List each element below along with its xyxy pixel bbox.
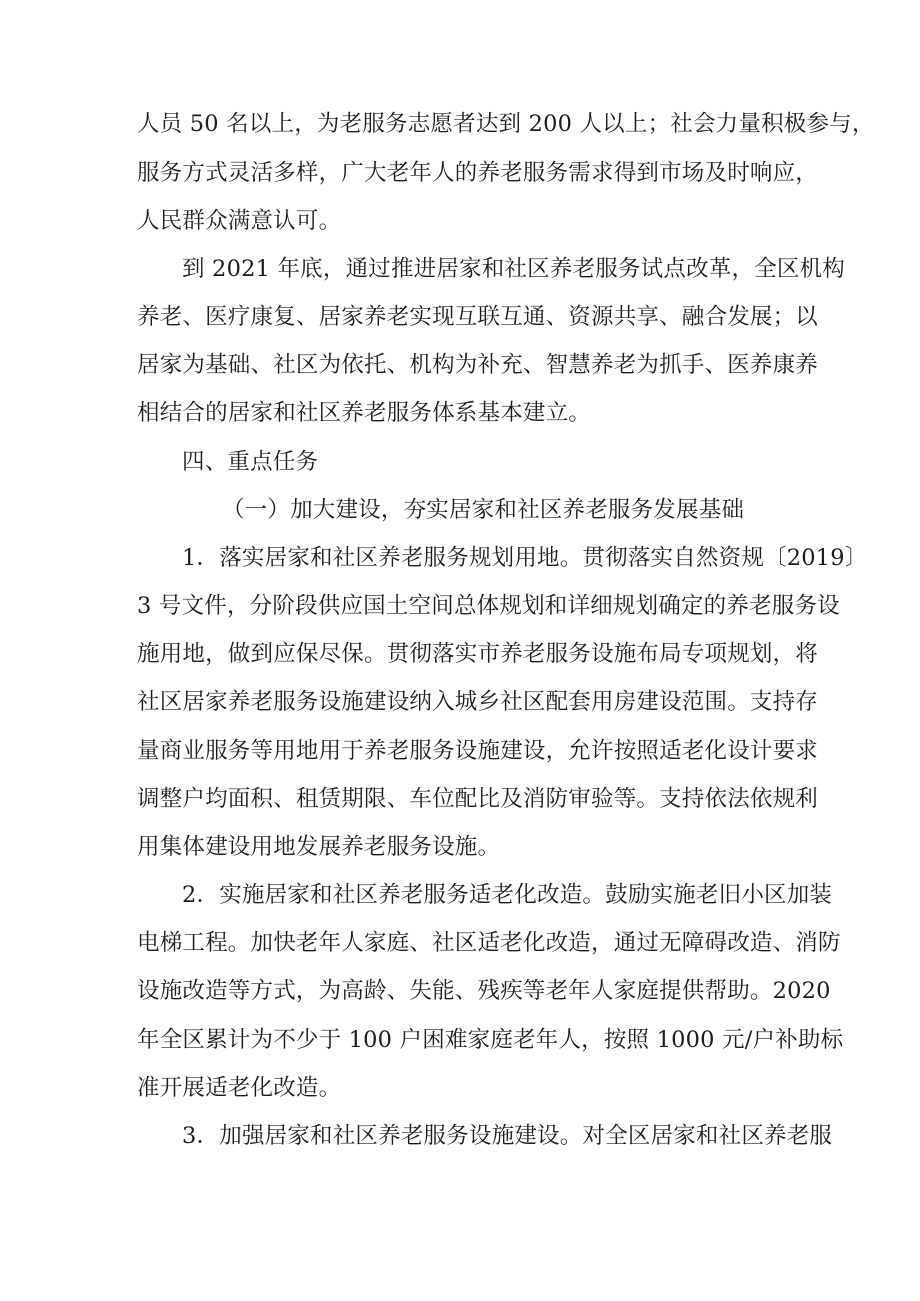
paragraph-line: 人员 50 名以上，为老服务志愿者达到 200 人以上；社会力量积极参与， <box>137 111 875 137</box>
paragraph-line: 准开展适老化改造。 <box>137 1075 342 1101</box>
paragraph-line: 量商业服务等用地用于养老服务设施建设，允许按照适老化设计要求 <box>137 738 819 764</box>
paragraph-line: 用集体建设用地发展养老服务设施。 <box>137 834 501 860</box>
paragraph-line: 服务方式灵活多样，广大老年人的养老服务需求得到市场及时响应， <box>137 160 819 186</box>
subsection-heading: （一）加大建设，夯实居家和社区养老服务发展基础 <box>222 497 745 523</box>
paragraph-line: 调整户均面积、租赁期限、车位配比及消防审验等。支持依法依规利 <box>137 786 819 812</box>
paragraph-line: 相结合的居家和社区养老服务体系基本建立。 <box>137 400 592 426</box>
paragraph-line: 电梯工程。加快老年人家庭、社区适老化改造，通过无障碍改造、消防 <box>137 930 841 956</box>
paragraph-line: 1．落实居家和社区养老服务规划用地。贯彻落实自然资规〔2019〕 <box>182 545 868 571</box>
paragraph-line: 3．加强居家和社区养老服务设施建设。对全区居家和社区养老服 <box>182 1123 833 1149</box>
paragraph-line: 社区居家养老服务设施建设纳入城乡社区配套用房建设范围。支持存 <box>137 689 819 715</box>
paragraph-line: 居家为基础、社区为依托、机构为补充、智慧养老为抓手、医养康养 <box>137 352 819 378</box>
paragraph-line: 年全区累计为不少于 100 户困难家庭老年人，按照 1000 元/户补助标 <box>137 1027 844 1053</box>
paragraph-line: 施用地，做到应保尽保。贯彻落实市养老服务设施布局专项规划，将 <box>137 641 819 667</box>
paragraph-line: 2．实施居家和社区养老服务适老化改造。鼓励实施老旧小区加装 <box>182 882 833 908</box>
paragraph-line: 3 号文件，分阶段供应国土空间总体规划和详细规划确定的养老服务设 <box>137 593 840 619</box>
section-heading: 四、重点任务 <box>182 449 319 475</box>
paragraph-line: 人民群众满意认可。 <box>137 208 342 234</box>
paragraph-line: 设施改造等方式，为高龄、失能、残疾等老年人家庭提供帮助。2020 <box>137 978 831 1004</box>
paragraph-line: 养老、医疗康复、居家养老实现互联互通、资源共享、融合发展；以 <box>137 304 819 330</box>
paragraph-line: 到 2021 年底，通过推进居家和社区养老服务试点改革，全区机构 <box>182 256 845 282</box>
